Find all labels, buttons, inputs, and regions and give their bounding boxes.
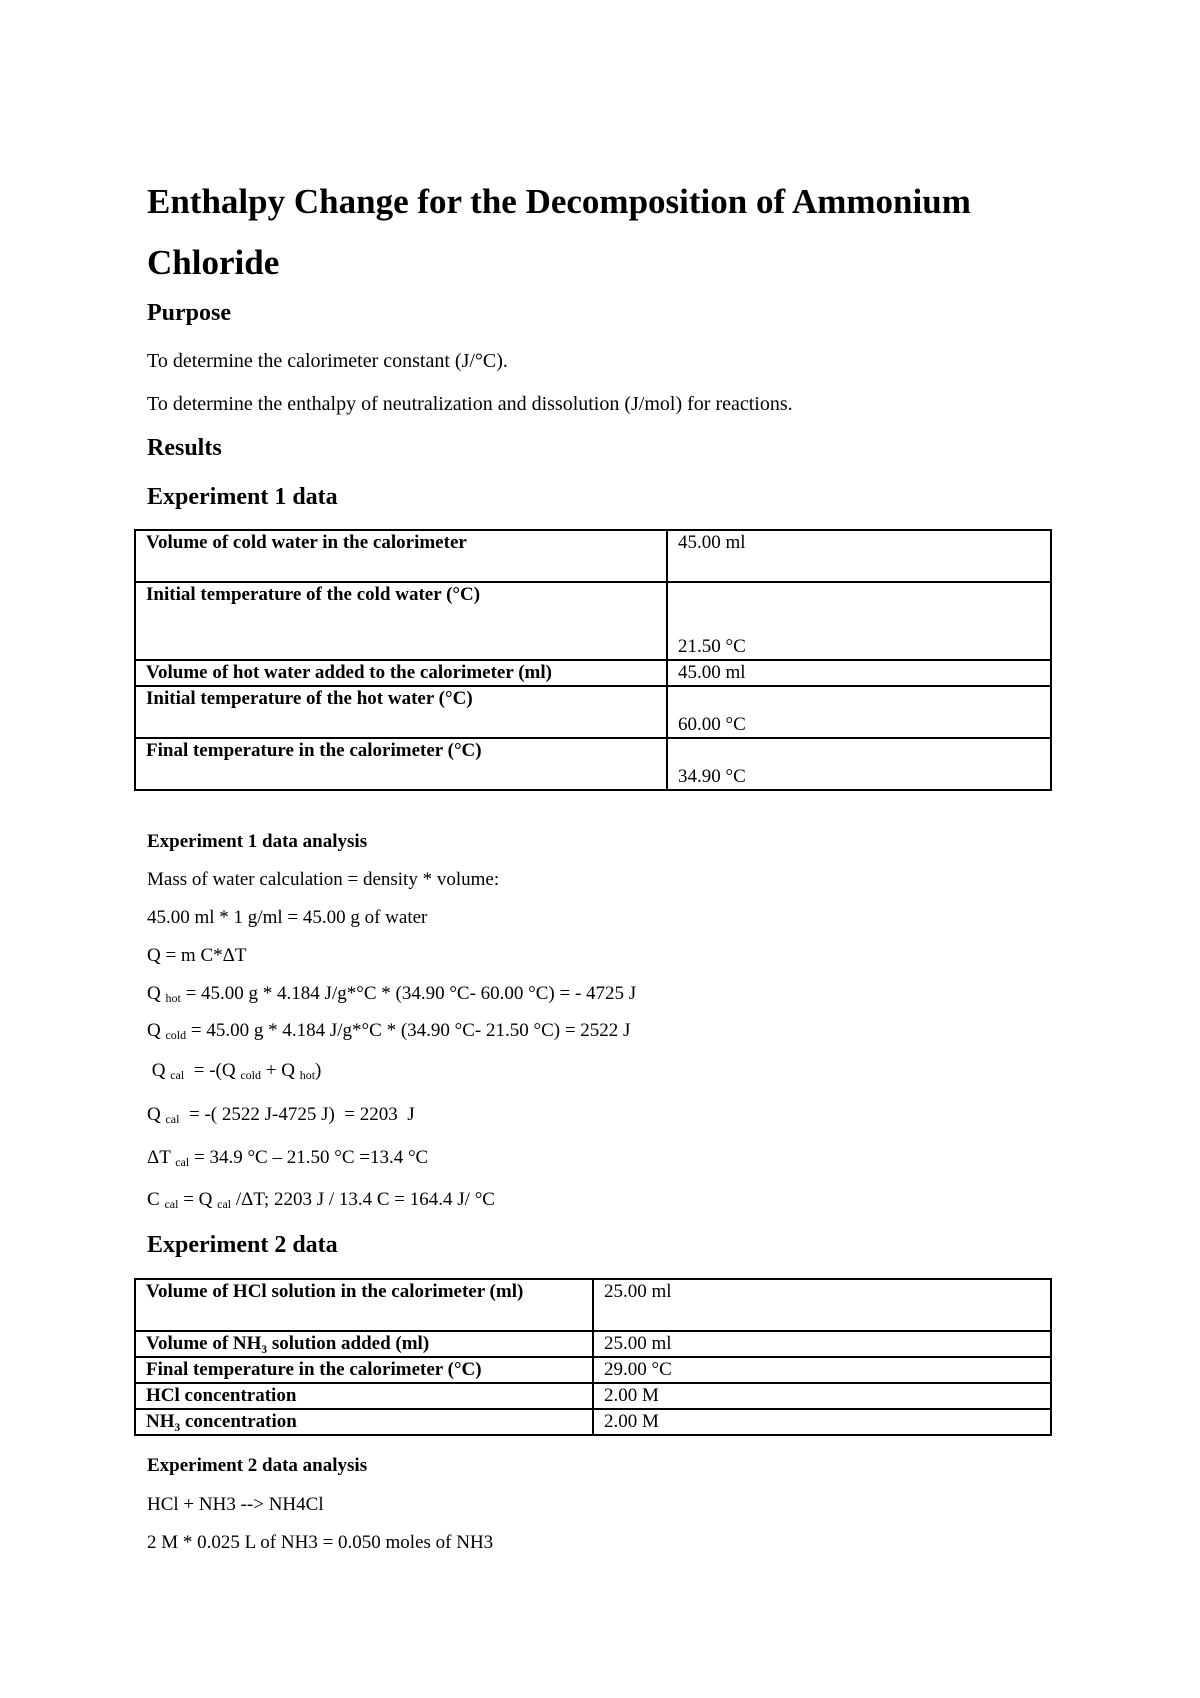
row-label: Initial temperature of the cold water (°C) — [135, 582, 667, 660]
results-heading: Results — [147, 435, 222, 461]
table-row — [135, 738, 1051, 790]
q-hot-equation: Q $_{hot}$ = 45.00 g * 4.184 J/g*°C * (34.90 °C- 60.00 °C) = - 4725 J — [147, 983, 637, 1005]
table-row — [135, 1357, 1051, 1383]
document-title: Enthalpy Change for the Decomposition of Ammonium Chloride — [147, 182, 971, 282]
c-cal-result: C $_{cal}$ = Q $_{cal}$ /ΔT; 2203 J / 13.4 C = 164.4 J/ °C — [147, 1189, 495, 1211]
row-label: Volume of HCl solution in the calorimeter (ml) — [135, 1279, 593, 1331]
analysis-line: HCl + NH3 --> NH4Cl — [147, 1494, 324, 1515]
row-value: 21.50 °C — [667, 582, 1051, 660]
analysis-line: Mass of water calculation = density * volume: — [147, 869, 500, 890]
experiment1-analysis-heading: Experiment 1 data analysis — [147, 831, 368, 852]
row-value: 45.00 ml — [667, 530, 1051, 582]
row-label: Volume of hot water added to the calorimeter (ml) — [135, 660, 667, 686]
row-value: 25.00 ml — [593, 1331, 1051, 1357]
analysis-line: Q = m C*ΔT — [147, 945, 247, 966]
purpose-line-1: To determine the calorimeter constant (J/°C). — [147, 350, 508, 372]
q-cal-result: Q $_{cal}$ = -( 2522 J-4725 J) = 2203 J — [147, 1104, 415, 1126]
row-value: 45.00 ml — [667, 660, 1051, 686]
purpose-line-2: To determine the enthalpy of neutralization and dissolution (J/mol) for reactions. — [147, 393, 793, 415]
row-value: 2.00 M — [593, 1409, 1051, 1435]
row-label: Initial temperature of the hot water (°C) — [135, 686, 667, 738]
row-label: Volume of NH₃ solution added (ml) — [135, 1331, 593, 1357]
experiment1-data-table — [134, 529, 1052, 791]
row-label: HCl concentration — [135, 1383, 593, 1409]
table-row — [135, 660, 1051, 686]
table-row — [135, 1409, 1051, 1435]
experiment2-data-table — [134, 1278, 1052, 1436]
row-value: 60.00 °C — [667, 686, 1051, 738]
row-label: NH₃ concentration — [135, 1409, 593, 1435]
q-cal-definition: Q $_{cal}$ = -(Q $_{cold}$ + Q $_{hot}$) — [147, 1060, 322, 1082]
table-row — [135, 582, 1051, 660]
table-row — [135, 1279, 1051, 1331]
table-row — [135, 530, 1051, 582]
experiment2-analysis-heading: Experiment 2 data analysis — [147, 1455, 368, 1476]
row-value: 29.00 °C — [593, 1357, 1051, 1383]
table-row — [135, 1331, 1051, 1357]
row-label: Final temperature in the calorimeter (°C) — [135, 738, 667, 790]
row-label: Volume of cold water in the calorimeter — [135, 530, 667, 582]
table-row — [135, 1383, 1051, 1409]
experiment2-heading: Experiment 2 data — [147, 1232, 338, 1258]
table-row — [135, 686, 1051, 738]
row-value: 34.90 °C — [667, 738, 1051, 790]
row-value: 25.00 ml — [593, 1279, 1051, 1331]
purpose-heading: Purpose — [147, 300, 231, 326]
experiment1-heading: Experiment 1 data — [147, 484, 338, 510]
analysis-line: 45.00 ml * 1 g/ml = 45.00 g of water — [147, 907, 428, 928]
row-label: Final temperature in the calorimeter (°C) — [135, 1357, 593, 1383]
row-value: 2.00 M — [593, 1383, 1051, 1409]
q-cold-equation: Q $_{cold}$ = 45.00 g * 4.184 J/g*°C * (34.90 °C- 21.50 °C) = 2522 J — [147, 1020, 631, 1042]
analysis-line: 2 M * 0.025 L of NH3 = 0.050 moles of NH3 — [147, 1532, 494, 1553]
delta-t-cal: ΔT $_{cal}$ = 34.9 °C – 21.50 °C =13.4 °C — [147, 1147, 429, 1169]
